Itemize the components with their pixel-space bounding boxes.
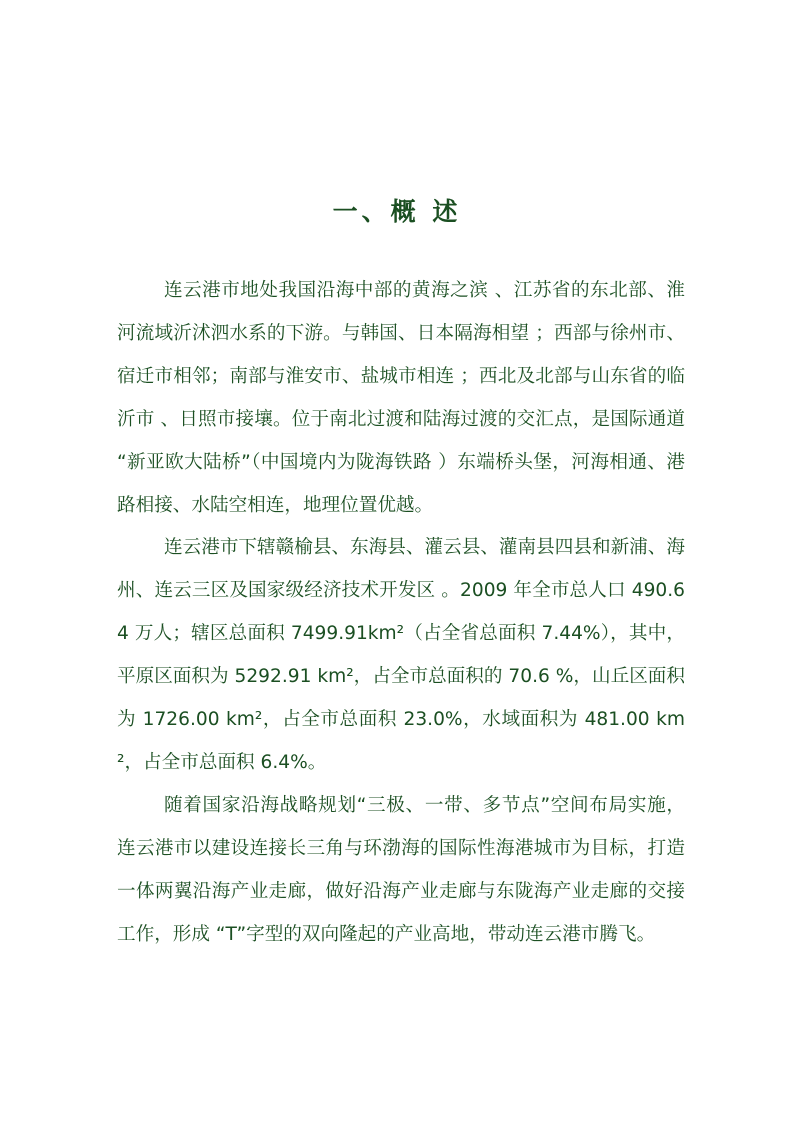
paragraph-administration: 连云港市下辖赣榆县、东海县、灌云县、灌南县四县和新浦、海州、连云三区及国家级经济技术开发区 。2009 年全市总人口 490.64 万人；辖区总面积 7499.91km²（占全省总面积 7.44%），其中，平原区面积为 5292.91 km²，占全市总面积的 70.6 %，山丘区面积为 1726.00 km²，占全市总面积 23.0%，水域面积为 481.00 km²，占全市总面积 6.4%。 — [117, 537, 685, 773]
section-title: 一、概 述 — [332, 197, 462, 226]
paragraph-strategy: 随着国家沿海战略规划“三极、一带、多节点”空间布局实施，连云港市以建设连接长三角与环渤海的国际性海港城市为目标，打造一体两翼沿海产业走廊，做好沿海产业走廊与东陇海产业走廊的交接工作，形成 “T”字型的双向隆起的产业高地，带动连云港市腾飞。 — [117, 794, 685, 945]
body-text — [117, 270, 685, 957]
paragraph-location: 连云港市地处我国沿海中部的黄海之滨 、江苏省的东北部、淮河流域沂沭泗水系的下游。与韩国、日本隔海相望 ；西部与徐州市、宿迁市相邻；南部与淮安市、盐城市相连 ；西北及北部与山东省的临沂市 、日照市接壤。位于南北过渡和陆海过渡的交汇点，是国际通道 “新亚欧大陆桥”（中国境内为陇海铁路 ）东端桥头堡，河海相通、港路相接、水陆空相连，地理位置优越。 — [117, 280, 685, 516]
